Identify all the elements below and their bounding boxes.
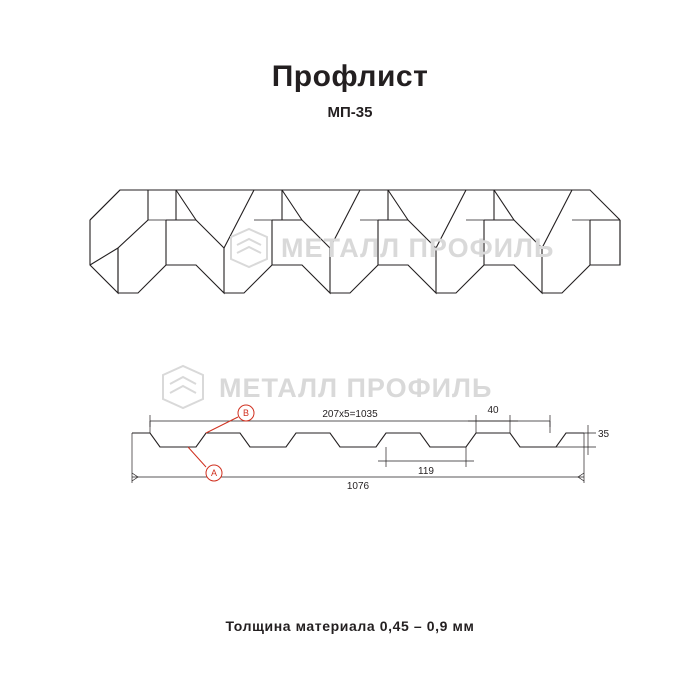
callout-a-label: A <box>210 468 218 478</box>
material-thickness-note: Толщина материала 0,45 – 0,9 мм <box>225 618 475 634</box>
isometric-sheet-drawing <box>60 160 650 320</box>
dim-rib-top-width: 40 <box>487 405 499 416</box>
product-model: МП-35 <box>327 104 373 121</box>
dim-total-width: 1076 <box>346 481 370 492</box>
section-profile-drawing <box>110 355 610 505</box>
callout-b-label: B <box>242 408 250 418</box>
dim-rib-pitch-flat: 119 <box>418 466 434 477</box>
dim-working-width: 207х5=1035 <box>322 409 378 420</box>
callout-a <box>188 447 222 481</box>
watermark-text-top: МЕТАЛЛ ПРОФИЛЬ <box>281 233 555 263</box>
watermark-text-bottom: МЕТАЛЛ ПРОФИЛЬ <box>219 373 493 403</box>
callout-b <box>206 405 254 433</box>
page-title: Профлист <box>271 60 429 93</box>
dim-profile-height: 35 <box>598 429 610 440</box>
